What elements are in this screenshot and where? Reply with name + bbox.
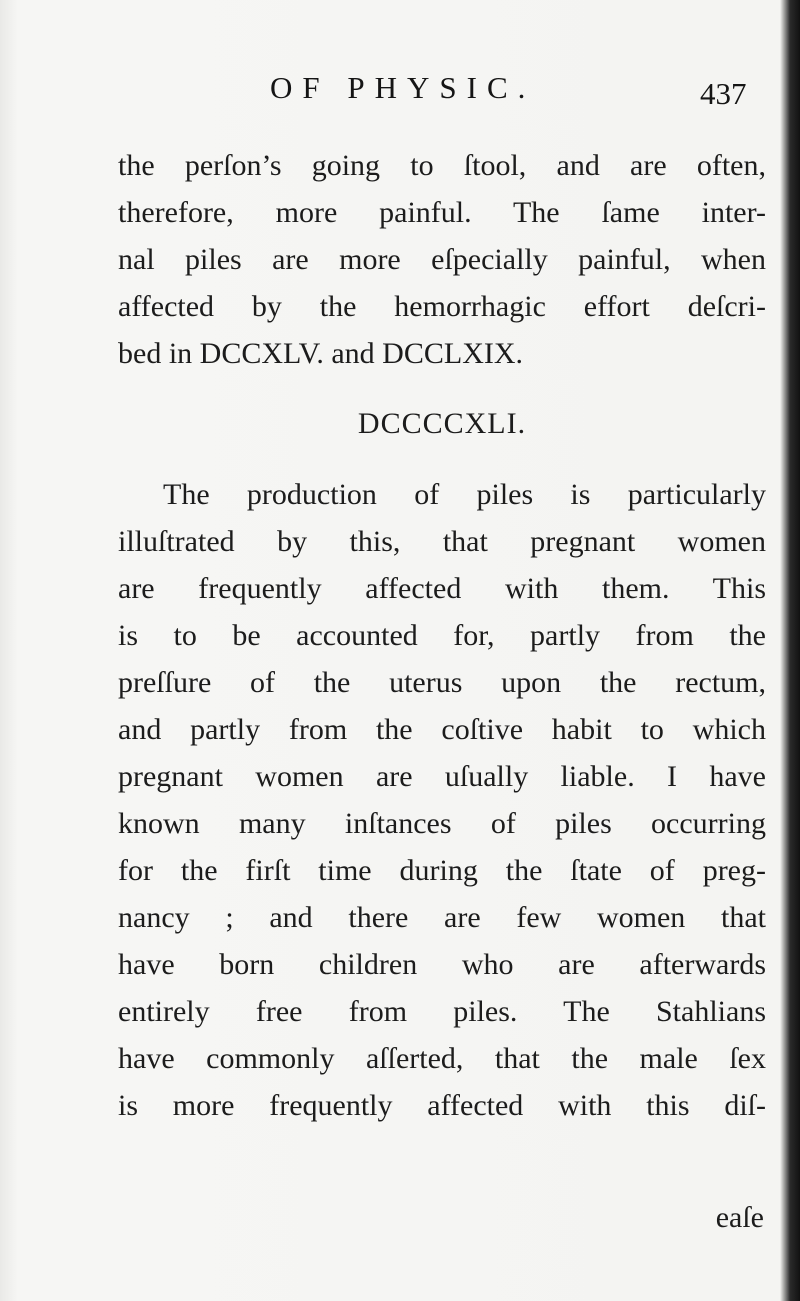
text-line: The production of piles is particularly	[163, 478, 766, 511]
text-line: is more frequently affected with this diſ-	[118, 1089, 766, 1122]
text-line: is to be accounted for, partly from the	[118, 619, 766, 652]
text-line: for the firſt time during the ſtate of preg-	[118, 854, 766, 887]
text-line: affected by the hemorrhagic effort deſcri-	[118, 290, 766, 323]
text-line: nal piles are more eſpecially painful, when	[118, 243, 766, 276]
text-line: are frequently affected with them. This	[118, 572, 766, 605]
page-header	[0, 70, 800, 115]
text-line: have born children who are afterwards	[118, 948, 766, 981]
running-head: OF PHYSIC.	[270, 70, 536, 105]
text-line: nancy ; and there are few women that	[118, 901, 766, 934]
text-line: illuſtrated by this, that pregnant women	[118, 525, 766, 558]
page-number: 437	[700, 76, 747, 111]
body-text	[118, 142, 766, 1129]
paragraph-2	[118, 471, 766, 1129]
text-line: therefore, more painful. The ſame inter-	[118, 196, 766, 229]
text-line: the perſon’s going to ſtool, and are often,	[118, 149, 766, 182]
paragraph-1	[118, 142, 766, 377]
text-line: preſſure of the uterus upon the rectum,	[118, 666, 766, 699]
text-line: bed in DCCXLV. and DCCLXIX.	[118, 337, 524, 370]
catchword: eaſe	[715, 1201, 764, 1234]
text-line: entirely free from piles. The Stahlians	[118, 995, 766, 1028]
section-heading: DCCCCXLI.	[357, 407, 527, 440]
text-line: known many inſtances of piles occurring	[118, 807, 766, 840]
text-line: and partly from the coſtive habit to which	[118, 713, 766, 746]
text-line: pregnant women are uſually liable. I have	[118, 760, 766, 793]
text-line: have commonly aſſerted, that the male ſex	[118, 1042, 766, 1075]
